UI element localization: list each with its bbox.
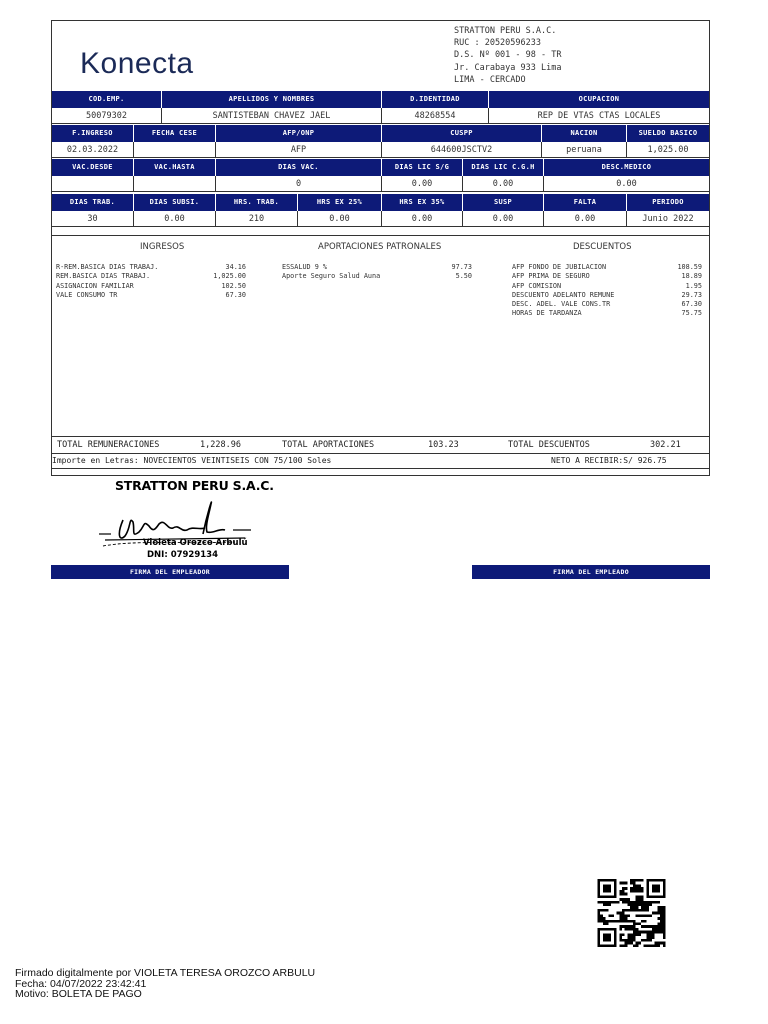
row1-header <box>52 91 709 108</box>
employer-signature-stamp <box>95 478 285 566</box>
val-periodo: Junio 2022 <box>642 214 694 224</box>
firma-empleado-label: FIRMA DEL EMPLEADO <box>472 565 710 579</box>
hdr-dias-lic-sg: DIAS LIC S/G <box>382 159 463 176</box>
company-ds: D.S. Nº 001 - 98 - TR <box>454 50 562 61</box>
val-f-ingreso: 02.03.2022 <box>52 142 134 157</box>
val-nacion: peruana <box>542 142 627 157</box>
list-item: DESC. ADEL. VALE CONS.TR 67.30 <box>512 300 702 309</box>
konecta-logo: Konecta <box>80 47 194 80</box>
list-item: Aporte Seguro Salud Auna 5.50 <box>282 272 472 281</box>
hdr-dias-trab: DIAS TRAB. <box>52 194 134 211</box>
list-item: VALE CONSUMO TR 67.30 <box>56 290 246 299</box>
val-falta: 0.00 <box>544 211 627 226</box>
aportaciones-list <box>282 263 472 282</box>
hdr-desc-medico: DESC.MEDICO <box>601 163 652 171</box>
val-susp: 0.00 <box>463 211 544 226</box>
hdr-periodo: PERIODO <box>652 198 684 206</box>
ingresos-title: INGRESOS <box>140 242 185 252</box>
val-afp-onp: AFP <box>216 142 382 157</box>
row4-values <box>52 211 709 227</box>
hdr-hrs-ex-25: HRS EX 25% <box>298 194 382 211</box>
row2-header <box>52 125 709 142</box>
list-item: R-REM.BASICA DIAS TRABAJ. 34.16 <box>56 263 246 271</box>
hdr-hrs-trab: HRS. TRAB. <box>216 194 298 211</box>
row3-values <box>52 176 709 192</box>
list-item: REM.BASICA DIAS TRABAJ. 1,025.00 <box>56 272 246 281</box>
total-aportaciones-label: TOTAL APORTACIONES <box>282 440 375 450</box>
list-item: ASIGNACION FAMILIAR 102.50 <box>56 281 246 290</box>
val-dias-subsi: 0.00 <box>134 211 216 226</box>
hdr-fecha-cese: FECHA CESE <box>134 125 216 142</box>
company-name: STRATTON PERU S.A.C. <box>454 26 557 36</box>
row2-values <box>52 142 709 158</box>
hdr-afp-onp: AFP/ONP <box>216 125 382 142</box>
totals-row <box>52 437 709 453</box>
hdr-dias-subsi: DIAS SUBSI. <box>134 194 216 211</box>
hdr-ocupacion: OCUPACION <box>578 95 620 103</box>
divider <box>52 235 709 236</box>
total-descuentos-value: 302.21 <box>650 440 681 450</box>
stamp-person: Violeta Orozco Arbulú <box>143 538 248 548</box>
company-address: Jr. Carabaya 933 Lima <box>454 62 562 73</box>
company-info <box>454 25 561 86</box>
val-cod-emp: 50079302 <box>52 108 162 123</box>
hdr-cod-emp: COD.EMP. <box>52 91 162 108</box>
row3-header <box>52 159 709 176</box>
hdr-hrs-ex-35: HRS EX 35% <box>382 194 463 211</box>
val-dias-lic-cgh: 0.00 <box>463 176 544 191</box>
hdr-sueldo-basico: SUELDO BASICO <box>638 129 698 137</box>
stamp-dni: DNI: 07929134 <box>147 550 219 560</box>
val-hrs-trab: 210 <box>216 211 298 226</box>
val-sueldo-basico: 1,025.00 <box>647 145 689 155</box>
aportaciones-title: APORTACIONES PATRONALES <box>318 242 442 252</box>
hdr-dias-vac: DIAS VAC. <box>216 159 382 176</box>
val-dias-vac: 0 <box>216 176 382 191</box>
neto-a-recibir: NETO A RECIBIR:S/ 926.75 <box>551 456 667 465</box>
hdr-apellidos: APELLIDOS Y NOMBRES <box>162 91 382 108</box>
descuentos-title: DESCUENTOS <box>573 242 632 252</box>
val-fecha-cese <box>134 142 216 157</box>
val-vac-desde <box>52 176 134 191</box>
val-vac-hasta <box>134 176 216 191</box>
total-aportaciones-value: 103.23 <box>428 440 459 450</box>
val-dias-lic-sg: 0.00 <box>382 176 463 191</box>
val-dias-trab: 30 <box>52 211 134 226</box>
total-remuneraciones-value: 1,228.96 <box>200 440 241 450</box>
hdr-susp: SUSP <box>463 194 544 211</box>
digital-date: Fecha: 04/07/2022 23:42:41 <box>15 977 147 990</box>
val-identidad: 48268554 <box>382 108 489 123</box>
payslip <box>51 20 710 476</box>
hdr-f-ingreso: F.INGRESO <box>52 125 134 142</box>
importe-row <box>52 453 709 469</box>
val-desc-medico: 0.00 <box>616 179 637 189</box>
ingresos-list <box>56 263 246 300</box>
list-item: AFP COMISION 1.95 <box>512 281 702 290</box>
firma-empleador-label: FIRMA DEL EMPLEADOR <box>51 565 289 579</box>
hdr-vac-hasta: VAC.HASTA <box>134 159 216 176</box>
list-item: DESCUENTO ADELANTO REMUNE 29.73 <box>512 290 702 299</box>
digital-signature-info <box>15 968 315 1000</box>
total-descuentos-label: TOTAL DESCUENTOS <box>508 440 590 450</box>
val-apellidos: SANTISTEBAN CHAVEZ JAEL <box>162 108 382 123</box>
hdr-vac-desde: VAC.DESDE <box>52 159 134 176</box>
list-item: AFP FONDO DE JUBILACION 108.59 <box>512 263 702 271</box>
descuentos-list <box>512 263 702 319</box>
val-cuspp: 644600JSCTV2 <box>382 142 542 157</box>
total-remuneraciones-label: TOTAL REMUNERACIONES <box>57 440 160 450</box>
val-hrs-ex-35: 0.00 <box>382 211 463 226</box>
company-district: LIMA - CERCADO <box>454 74 526 85</box>
qr-code-icon <box>596 879 667 947</box>
list-item: AFP PRIMA DE SEGURO 18.89 <box>512 272 702 281</box>
val-hrs-ex-25: 0.00 <box>298 211 382 226</box>
list-item: HORAS DE TARDANZA 75.75 <box>512 309 702 318</box>
company-ruc: RUC : 20520596233 <box>454 38 541 49</box>
divider <box>52 468 709 469</box>
hdr-nacion: NACION <box>542 125 627 142</box>
val-ocupacion: REP DE VTAS CTAS LOCALES <box>537 111 661 121</box>
digital-reason: Motivo: BOLETA DE PAGO <box>15 988 142 1000</box>
hdr-dias-lic-cgh: DIAS LIC C.G.H <box>463 159 544 176</box>
importe-letras: Importe en Letras: NOVECIENTOS VEINTISEIS CON 75/100 Soles <box>52 456 332 465</box>
hdr-identidad: D.IDENTIDAD <box>382 91 489 108</box>
hdr-cuspp: CUSPP <box>382 125 542 142</box>
row1-values <box>52 108 709 124</box>
stamp-company: STRATTON PERU S.A.C. <box>115 478 274 493</box>
list-item: ESSALUD 9 % 97.73 <box>282 263 472 271</box>
row4-header <box>52 194 709 211</box>
digital-signed-by: Firmado digitalmente por VIOLETA TERESA OROZCO ARBULU <box>15 967 316 979</box>
hdr-falta: FALTA <box>544 194 627 211</box>
